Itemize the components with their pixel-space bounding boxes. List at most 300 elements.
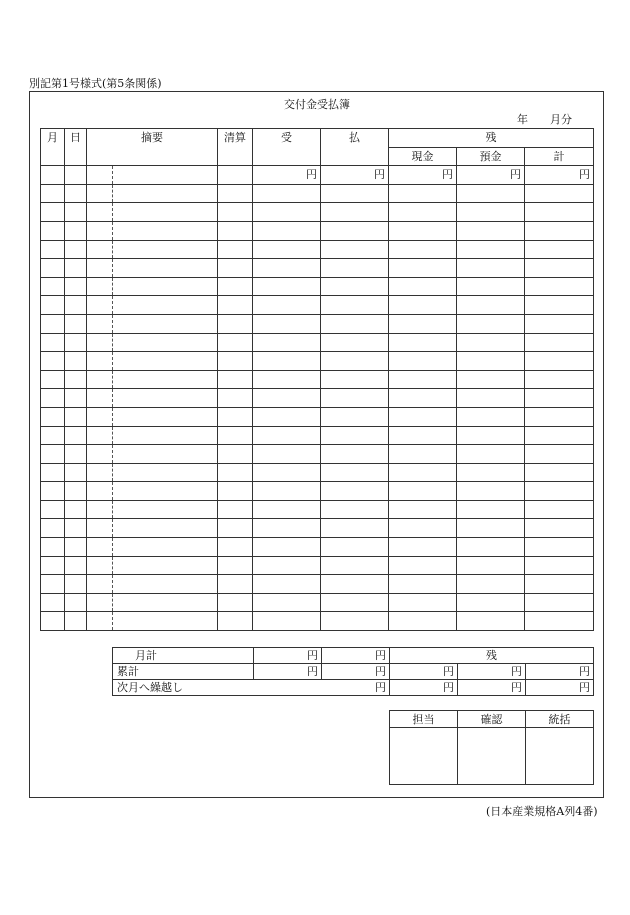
- summary-prefix-cell[interactable]: [87, 612, 113, 631]
- summary-cell[interactable]: [113, 445, 218, 464]
- summary-cell[interactable]: [113, 203, 218, 222]
- monthly-received-yen: 円: [254, 648, 322, 664]
- total-cell[interactable]: [525, 277, 594, 296]
- cash-cell[interactable]: [389, 482, 457, 501]
- cash-cell[interactable]: [389, 519, 457, 538]
- cash-cell[interactable]: [389, 333, 457, 352]
- cash-cell[interactable]: [389, 277, 457, 296]
- month-cell[interactable]: [41, 612, 65, 631]
- paid-cell[interactable]: [321, 482, 389, 501]
- summary-prefix-cell[interactable]: [87, 426, 113, 445]
- cash-cell[interactable]: [389, 221, 457, 240]
- cash-cell[interactable]: [389, 426, 457, 445]
- summary-prefix-cell[interactable]: [87, 500, 113, 519]
- month-cell[interactable]: [41, 352, 65, 371]
- summary-prefix-cell[interactable]: [87, 445, 113, 464]
- received-cell[interactable]: [253, 314, 321, 333]
- stamp-supervision-label: 統括: [526, 711, 594, 728]
- summary-prefix-cell[interactable]: [87, 407, 113, 426]
- month-cell[interactable]: [41, 463, 65, 482]
- received-cell[interactable]: [253, 575, 321, 594]
- summary-prefix-cell[interactable]: [87, 240, 113, 259]
- summary-prefix-cell[interactable]: [87, 575, 113, 594]
- ledger-row: [41, 240, 594, 259]
- day-cell[interactable]: [65, 203, 87, 222]
- settlement-cell[interactable]: [218, 277, 253, 296]
- total-cell[interactable]: [525, 389, 594, 408]
- deposit-cell[interactable]: [457, 240, 525, 259]
- received-cell[interactable]: [253, 482, 321, 501]
- total-cell[interactable]: [525, 463, 594, 482]
- cash-cell[interactable]: [389, 352, 457, 371]
- cash-cell[interactable]: [389, 538, 457, 557]
- ledger-row: [41, 166, 594, 185]
- summary-cell[interactable]: [113, 352, 218, 371]
- year-label: 年: [517, 113, 528, 126]
- deposit-cell[interactable]: [457, 370, 525, 389]
- col-paid-header: 払: [321, 129, 389, 166]
- month-cell[interactable]: [41, 556, 65, 575]
- total-cell[interactable]: [525, 259, 594, 278]
- settlement-cell[interactable]: [218, 352, 253, 371]
- day-cell[interactable]: [65, 277, 87, 296]
- cash-cell[interactable]: [389, 203, 457, 222]
- received-cell[interactable]: [253, 296, 321, 315]
- approval-stamp-table: [389, 710, 594, 785]
- summary-cell[interactable]: [113, 296, 218, 315]
- stamp-confirmation-label: 確認: [458, 711, 526, 728]
- month-cell[interactable]: [41, 500, 65, 519]
- received-cell[interactable]: [253, 463, 321, 482]
- cash-cell[interactable]: [389, 556, 457, 575]
- deposit-cell[interactable]: [457, 389, 525, 408]
- summary-cell[interactable]: [113, 314, 218, 333]
- paid-cell[interactable]: [321, 426, 389, 445]
- deposit-cell[interactable]: [457, 593, 525, 612]
- cash-cell[interactable]: [389, 575, 457, 594]
- cumulative-cash-yen: 円: [390, 664, 458, 680]
- summary-cell[interactable]: [113, 575, 218, 594]
- summary-cell[interactable]: [113, 333, 218, 352]
- deposit-cell[interactable]: [457, 426, 525, 445]
- settlement-cell[interactable]: [218, 482, 253, 501]
- summary-table: [112, 647, 594, 696]
- paid-cell[interactable]: [321, 556, 389, 575]
- summary-prefix-cell[interactable]: [87, 482, 113, 501]
- month-cell[interactable]: [41, 407, 65, 426]
- ledger-row: [41, 519, 594, 538]
- paid-cell[interactable]: [321, 389, 389, 408]
- total-cell[interactable]: [525, 500, 594, 519]
- total-cell[interactable]: [525, 352, 594, 371]
- total-cell[interactable]: [525, 426, 594, 445]
- settlement-cell[interactable]: [218, 575, 253, 594]
- ledger-row: [41, 370, 594, 389]
- total-cell[interactable]: [525, 296, 594, 315]
- summary-cell[interactable]: [113, 519, 218, 538]
- year-month-label: [517, 111, 572, 127]
- month-cell[interactable]: [41, 575, 65, 594]
- col-total-header: 計: [525, 147, 594, 166]
- summary-prefix-cell[interactable]: [87, 519, 113, 538]
- deposit-cell[interactable]: [457, 184, 525, 203]
- summary-cell[interactable]: [113, 407, 218, 426]
- stamp-confirmation-box[interactable]: [458, 728, 526, 785]
- settlement-cell[interactable]: [218, 221, 253, 240]
- deposit-cell[interactable]: [457, 259, 525, 278]
- summary-cell[interactable]: [113, 463, 218, 482]
- deposit-cell[interactable]: [457, 407, 525, 426]
- total-cell[interactable]: [525, 575, 594, 594]
- received-cell[interactable]: 円: [253, 166, 321, 185]
- month-cell[interactable]: [41, 445, 65, 464]
- paid-cell[interactable]: [321, 221, 389, 240]
- col-balance-header: 残: [389, 129, 594, 148]
- ledger-row: [41, 221, 594, 240]
- month-cell[interactable]: [41, 184, 65, 203]
- settlement-cell[interactable]: [218, 314, 253, 333]
- settlement-cell[interactable]: [218, 333, 253, 352]
- deposit-cell[interactable]: 円: [457, 166, 525, 185]
- deposit-cell[interactable]: [457, 314, 525, 333]
- deposit-cell[interactable]: [457, 445, 525, 464]
- cash-cell[interactable]: [389, 370, 457, 389]
- day-cell[interactable]: [65, 593, 87, 612]
- month-cell[interactable]: [41, 240, 65, 259]
- deposit-cell[interactable]: [457, 221, 525, 240]
- settlement-cell[interactable]: [218, 259, 253, 278]
- summary-prefix-cell[interactable]: [87, 463, 113, 482]
- received-cell[interactable]: [253, 277, 321, 296]
- summary-cell[interactable]: [113, 538, 218, 557]
- summary-cell[interactable]: [113, 166, 218, 185]
- ledger-row: [41, 333, 594, 352]
- cash-cell[interactable]: [389, 240, 457, 259]
- deposit-cell[interactable]: [457, 519, 525, 538]
- ledger-table: [40, 128, 594, 631]
- paid-cell[interactable]: [321, 593, 389, 612]
- received-cell[interactable]: [253, 538, 321, 557]
- total-cell[interactable]: [525, 333, 594, 352]
- stamp-supervision-box[interactable]: [526, 728, 594, 785]
- col-summary-header: 摘要: [87, 129, 218, 166]
- month-cell[interactable]: [41, 426, 65, 445]
- received-cell[interactable]: [253, 370, 321, 389]
- received-cell[interactable]: [253, 352, 321, 371]
- received-cell[interactable]: [253, 333, 321, 352]
- day-cell[interactable]: [65, 612, 87, 631]
- paid-cell[interactable]: [321, 575, 389, 594]
- ledger-row: [41, 500, 594, 519]
- summary-prefix-cell[interactable]: [87, 296, 113, 315]
- col-received-header: 受: [253, 129, 321, 166]
- col-deposit-header: 預金: [457, 147, 525, 166]
- cash-cell[interactable]: [389, 389, 457, 408]
- deposit-cell[interactable]: [457, 556, 525, 575]
- ledger-row: [41, 277, 594, 296]
- day-cell[interactable]: [65, 575, 87, 594]
- deposit-cell[interactable]: [457, 333, 525, 352]
- summary-prefix-cell[interactable]: [87, 203, 113, 222]
- deposit-cell[interactable]: [457, 277, 525, 296]
- settlement-cell[interactable]: [218, 538, 253, 557]
- ledger-row: [41, 407, 594, 426]
- summary-cell[interactable]: [113, 612, 218, 631]
- summary-cell[interactable]: [113, 184, 218, 203]
- settlement-cell[interactable]: [218, 184, 253, 203]
- month-cell[interactable]: [41, 593, 65, 612]
- ledger-row: [41, 556, 594, 575]
- deposit-cell[interactable]: [457, 203, 525, 222]
- ledger-row: [41, 314, 594, 333]
- total-cell[interactable]: [525, 184, 594, 203]
- settlement-cell[interactable]: [218, 593, 253, 612]
- received-cell[interactable]: [253, 240, 321, 259]
- month-cell[interactable]: [41, 370, 65, 389]
- paid-cell[interactable]: [321, 500, 389, 519]
- month-cell[interactable]: [41, 277, 65, 296]
- settlement-cell[interactable]: [218, 500, 253, 519]
- col-cash-header: 現金: [389, 147, 457, 166]
- deposit-cell[interactable]: [457, 575, 525, 594]
- paid-cell[interactable]: 円: [321, 166, 389, 185]
- summary-cell[interactable]: [113, 240, 218, 259]
- received-cell[interactable]: [253, 203, 321, 222]
- summary-prefix-cell[interactable]: [87, 370, 113, 389]
- paid-cell[interactable]: [321, 333, 389, 352]
- day-cell[interactable]: [65, 259, 87, 278]
- day-cell[interactable]: [65, 166, 87, 185]
- summary-prefix-cell[interactable]: [87, 593, 113, 612]
- received-cell[interactable]: [253, 221, 321, 240]
- paid-cell[interactable]: [321, 184, 389, 203]
- received-cell[interactable]: [253, 500, 321, 519]
- form-reference-note: 別記第1号様式(第5条関係): [29, 77, 162, 90]
- received-cell[interactable]: [253, 407, 321, 426]
- deposit-cell[interactable]: [457, 296, 525, 315]
- paid-cell[interactable]: [321, 296, 389, 315]
- settlement-cell[interactable]: [218, 463, 253, 482]
- month-cell[interactable]: [41, 314, 65, 333]
- settlement-cell[interactable]: [218, 166, 253, 185]
- day-cell[interactable]: [65, 296, 87, 315]
- summary-balance-header: 残: [390, 648, 594, 664]
- month-cell[interactable]: [41, 389, 65, 408]
- paid-cell[interactable]: [321, 370, 389, 389]
- ledger-row: [41, 612, 594, 631]
- summary-prefix-cell[interactable]: [87, 221, 113, 240]
- cash-cell[interactable]: [389, 463, 457, 482]
- received-cell[interactable]: [253, 593, 321, 612]
- paid-cell[interactable]: [321, 538, 389, 557]
- received-cell[interactable]: [253, 556, 321, 575]
- stamp-in-charge-label: 担当: [390, 711, 458, 728]
- day-cell[interactable]: [65, 333, 87, 352]
- ledger-row: [41, 352, 594, 371]
- ledger-row: [41, 184, 594, 203]
- day-cell[interactable]: [65, 556, 87, 575]
- total-cell[interactable]: [525, 240, 594, 259]
- deposit-cell[interactable]: [457, 538, 525, 557]
- day-cell[interactable]: [65, 463, 87, 482]
- month-cell[interactable]: [41, 296, 65, 315]
- cash-cell[interactable]: [389, 314, 457, 333]
- paid-cell[interactable]: [321, 259, 389, 278]
- total-cell[interactable]: [525, 221, 594, 240]
- settlement-cell[interactable]: [218, 240, 253, 259]
- total-cell[interactable]: [525, 538, 594, 557]
- total-cell[interactable]: [525, 593, 594, 612]
- paid-cell[interactable]: [321, 203, 389, 222]
- day-cell[interactable]: [65, 352, 87, 371]
- total-cell[interactable]: [525, 612, 594, 631]
- total-cell[interactable]: 円: [525, 166, 594, 185]
- day-cell[interactable]: [65, 407, 87, 426]
- month-cell[interactable]: [41, 259, 65, 278]
- month-cell[interactable]: [41, 333, 65, 352]
- paid-cell[interactable]: [321, 463, 389, 482]
- cash-cell[interactable]: [389, 296, 457, 315]
- month-cell[interactable]: [41, 519, 65, 538]
- received-cell[interactable]: [253, 184, 321, 203]
- summary-cell[interactable]: [113, 221, 218, 240]
- cash-cell[interactable]: [389, 407, 457, 426]
- summary-cell[interactable]: [113, 277, 218, 296]
- day-cell[interactable]: [65, 445, 87, 464]
- form-title: 交付金受払簿: [284, 98, 350, 111]
- total-cell[interactable]: [525, 519, 594, 538]
- paid-cell[interactable]: [321, 277, 389, 296]
- paid-cell[interactable]: [321, 314, 389, 333]
- col-month-header: 月: [41, 129, 65, 166]
- deposit-cell[interactable]: [457, 500, 525, 519]
- cumulative-received-yen: 円: [254, 664, 322, 680]
- summary-cell[interactable]: [113, 482, 218, 501]
- month-cell[interactable]: [41, 203, 65, 222]
- summary-cell[interactable]: [113, 370, 218, 389]
- received-cell[interactable]: [253, 259, 321, 278]
- total-cell[interactable]: [525, 556, 594, 575]
- summary-prefix-cell[interactable]: [87, 556, 113, 575]
- cash-cell[interactable]: [389, 500, 457, 519]
- day-cell[interactable]: [65, 519, 87, 538]
- deposit-cell[interactable]: [457, 482, 525, 501]
- summary-prefix-cell[interactable]: [87, 333, 113, 352]
- stamp-in-charge-box[interactable]: [390, 728, 458, 785]
- total-cell[interactable]: [525, 370, 594, 389]
- settlement-cell[interactable]: [218, 389, 253, 408]
- carry-over-paid-yen: 円: [322, 680, 390, 696]
- carry-over-spacer: [254, 680, 322, 696]
- carry-over-row: [113, 680, 594, 696]
- received-cell[interactable]: [253, 519, 321, 538]
- month-cell[interactable]: [41, 221, 65, 240]
- summary-prefix-cell[interactable]: [87, 277, 113, 296]
- month-cell[interactable]: [41, 538, 65, 557]
- summary-prefix-cell[interactable]: [87, 389, 113, 408]
- ledger-row: [41, 389, 594, 408]
- summary-prefix-cell[interactable]: [87, 259, 113, 278]
- day-cell[interactable]: [65, 482, 87, 501]
- settlement-cell[interactable]: [218, 370, 253, 389]
- cash-cell[interactable]: [389, 259, 457, 278]
- total-cell[interactable]: [525, 445, 594, 464]
- ledger-row: [41, 593, 594, 612]
- deposit-cell[interactable]: [457, 352, 525, 371]
- total-cell[interactable]: [525, 314, 594, 333]
- summary-cell[interactable]: [113, 556, 218, 575]
- month-cell[interactable]: [41, 166, 65, 185]
- monthly-total-row: [113, 648, 594, 664]
- settlement-cell[interactable]: [218, 296, 253, 315]
- cash-cell[interactable]: [389, 593, 457, 612]
- paid-cell[interactable]: [321, 407, 389, 426]
- cash-cell[interactable]: [389, 184, 457, 203]
- approval-header-row: [390, 711, 594, 728]
- received-cell[interactable]: [253, 445, 321, 464]
- settlement-cell[interactable]: [218, 556, 253, 575]
- day-cell[interactable]: [65, 538, 87, 557]
- summary-cell[interactable]: [113, 426, 218, 445]
- paid-cell[interactable]: [321, 240, 389, 259]
- summary-prefix-cell[interactable]: [87, 314, 113, 333]
- summary-cell[interactable]: [113, 500, 218, 519]
- summary-cell[interactable]: [113, 593, 218, 612]
- day-cell[interactable]: [65, 314, 87, 333]
- summary-prefix-cell[interactable]: [87, 166, 113, 185]
- summary-prefix-cell[interactable]: [87, 538, 113, 557]
- cash-cell[interactable]: [389, 612, 457, 631]
- paid-cell[interactable]: [321, 612, 389, 631]
- carry-over-label: 次月へ繰越し: [113, 680, 254, 696]
- received-cell[interactable]: [253, 426, 321, 445]
- day-cell[interactable]: [65, 500, 87, 519]
- day-cell[interactable]: [65, 184, 87, 203]
- day-cell[interactable]: [65, 221, 87, 240]
- day-cell[interactable]: [65, 389, 87, 408]
- ledger-row: [41, 296, 594, 315]
- summary-cell[interactable]: [113, 389, 218, 408]
- total-cell[interactable]: [525, 482, 594, 501]
- summary-prefix-cell[interactable]: [87, 352, 113, 371]
- received-cell[interactable]: [253, 612, 321, 631]
- paid-cell[interactable]: [321, 352, 389, 371]
- carry-over-total-yen: 円: [526, 680, 594, 696]
- deposit-cell[interactable]: [457, 463, 525, 482]
- settlement-cell[interactable]: [218, 445, 253, 464]
- settlement-cell[interactable]: [218, 426, 253, 445]
- cash-cell[interactable]: 円: [389, 166, 457, 185]
- settlement-cell[interactable]: [218, 407, 253, 426]
- total-cell[interactable]: [525, 407, 594, 426]
- received-cell[interactable]: [253, 389, 321, 408]
- settlement-cell[interactable]: [218, 519, 253, 538]
- cash-cell[interactable]: [389, 445, 457, 464]
- day-cell[interactable]: [65, 426, 87, 445]
- settlement-cell[interactable]: [218, 203, 253, 222]
- month-cell[interactable]: [41, 482, 65, 501]
- paid-cell[interactable]: [321, 445, 389, 464]
- ledger-row: [41, 538, 594, 557]
- settlement-cell[interactable]: [218, 612, 253, 631]
- total-cell[interactable]: [525, 203, 594, 222]
- summary-prefix-cell[interactable]: [87, 184, 113, 203]
- deposit-cell[interactable]: [457, 612, 525, 631]
- day-cell[interactable]: [65, 370, 87, 389]
- day-cell[interactable]: [65, 240, 87, 259]
- summary-cell[interactable]: [113, 259, 218, 278]
- paid-cell[interactable]: [321, 519, 389, 538]
